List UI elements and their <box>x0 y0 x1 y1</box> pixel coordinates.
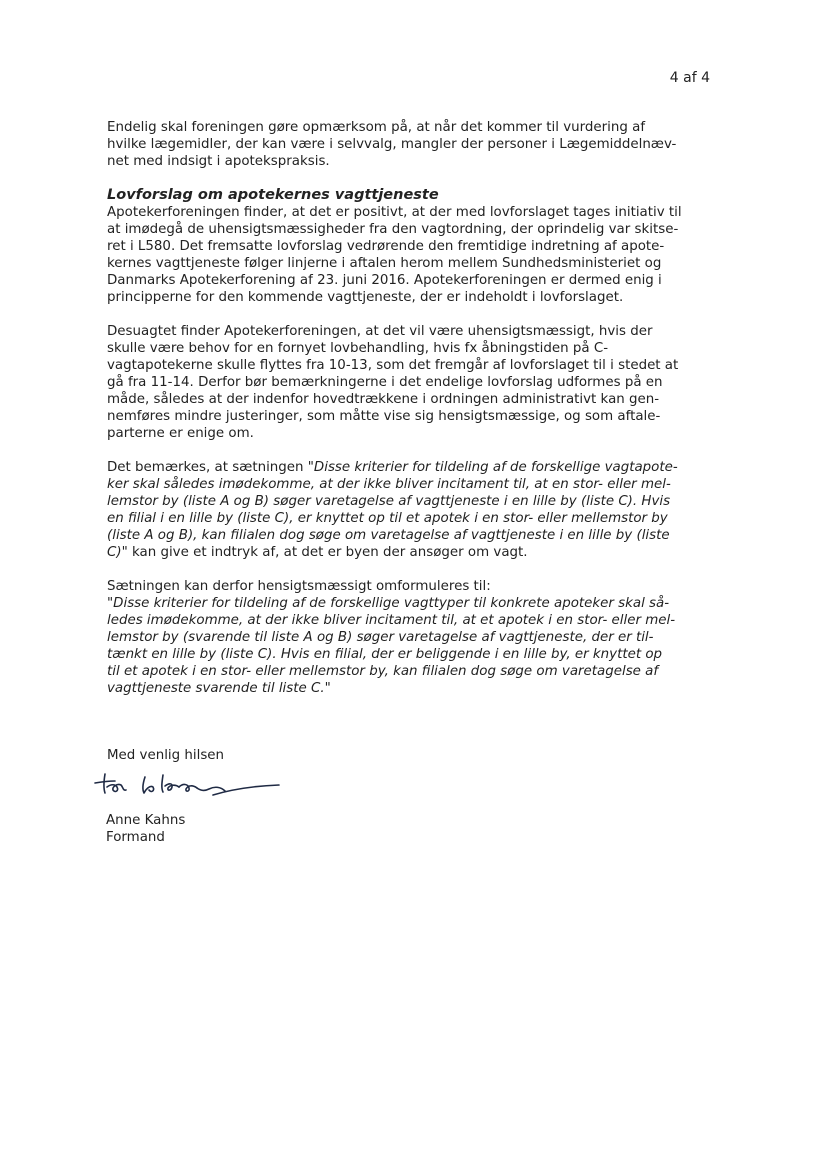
text-run: Det bemærkes, at sætningen <box>107 460 308 475</box>
page-number: 4 af 4 <box>669 70 710 86</box>
text-line: Endelig skal foreningen gøre opmærksom på, at når det kommer til vurdering af <box>107 120 646 135</box>
text-line <box>107 459 719 476</box>
text-line <box>107 544 719 561</box>
signer-name: Anne Kahns <box>106 813 186 828</box>
text-line: Desuagtet finder Apotekerforeningen, at det vil være uhensigtsmæssigt, hvis der <box>107 324 653 339</box>
quoted-text: "Disse kriterier for tildeling af de forskellige vagtapote- <box>307 460 678 475</box>
quoted-line: en filial i en lille by (liste C), er knyttet op til et apotek i en stor- eller mellemstor by <box>107 511 668 526</box>
closing-greeting: Med venlig hilsen <box>107 748 225 763</box>
text-line: parterne er enige om. <box>107 426 254 441</box>
signer-title: Formand <box>106 830 165 845</box>
section-vagttjeneste <box>107 187 719 306</box>
paragraph-desuagtet <box>107 323 719 442</box>
quoted-line: ker skal således imødekomme, at der ikke bliver incitament til, at en stor- eller mel- <box>107 477 671 492</box>
text-line: gå fra 11-14. Derfor bør bemærkningerne i det endelige lovforslag udformes på en <box>107 375 663 390</box>
paragraph-lægemiddelnævn <box>107 119 719 170</box>
text-line: måde, således at der indenfor hovedtrækkene i ordningen administrativt kan gen- <box>107 392 660 407</box>
quoted-line: lemstor by (svarende til liste A og B) søger varetagelse af vagttjeneste, der er til- <box>107 630 654 645</box>
section-heading: Lovforslag om apotekernes vagttjeneste <box>107 187 439 203</box>
paragraph-omformulering <box>107 578 719 697</box>
text-line: principperne for den kommende vagttjeneste, der er indeholdt i lovforslaget. <box>107 290 624 305</box>
quoted-line: lemstor by (liste A og B) søger varetagelse af vagttjeneste i en lille by (liste C). Hvis <box>107 494 671 509</box>
paragraph-bemærkes <box>107 459 719 561</box>
text-line: ret i L580. Det fremsatte lovforslag vedrørende den fremtidige indretning af apote- <box>107 239 665 254</box>
text-line: net med indsigt i apotekspraksis. <box>107 154 330 169</box>
quoted-line: tænkt en lille by (liste C). Hvis en filial, der er beliggende i en lille by, er knyttet op <box>107 647 663 662</box>
handwritten-signature <box>93 765 293 805</box>
signer-block <box>106 812 185 846</box>
text-line: vagtapotekerne skulle flyttes fra 10-13, som det fremgår af lovforslaget til i stedet at <box>107 358 679 373</box>
text-line: at imødegå de uhensigtsmæssigheder fra den vagtordning, der oprindelig var skitse- <box>107 222 679 237</box>
text-line: Apotekerforeningen finder, at det er positivt, at der med lovforslaget tages initiativ til <box>107 205 682 220</box>
quoted-line: ledes imødekomme, at der ikke bliver incitament til, at et apotek i en stor- eller mel- <box>107 613 676 628</box>
text-run: kan give et indtryk af, at det er byen der ansøger om vagt. <box>127 545 528 560</box>
text-line: nemføres mindre justeringer, som måtte vise sig hensigtsmæssige, og som aftale- <box>107 409 661 424</box>
quoted-line: "Disse kriterier for tildeling af de forskellige vagttyper til konkrete apoteker skal så- <box>107 596 670 611</box>
quoted-line: til et apotek i en stor- eller mellemstor by, kan filialen dog søge om varetagelse af <box>107 664 659 679</box>
text-line: skulle være behov for en fornyet lovbehandling, hvis fx åbningstiden på C- <box>107 341 609 356</box>
text-line: Sætningen kan derfor hensigtsmæssigt omformuleres til: <box>107 579 491 594</box>
text-line: Danmarks Apotekerforening af 23. juni 2016. Apotekerforeningen er dermed enig i <box>107 273 662 288</box>
letter-body <box>107 119 719 714</box>
quoted-text: C)" <box>107 545 128 560</box>
quoted-line: (liste A og B), kan filialen dog søge om varetagelse af vagttjeneste i en lille by (liste <box>107 528 670 543</box>
text-line: hvilke lægemidler, der kan være i selvvalg, mangler der personer i Lægemiddelnæv- <box>107 137 677 152</box>
text-line: kernes vagttjeneste følger linjerne i aftalen herom mellem Sundhedsministeriet og <box>107 256 662 271</box>
quoted-line: vagttjeneste svarende til liste C." <box>107 681 331 696</box>
